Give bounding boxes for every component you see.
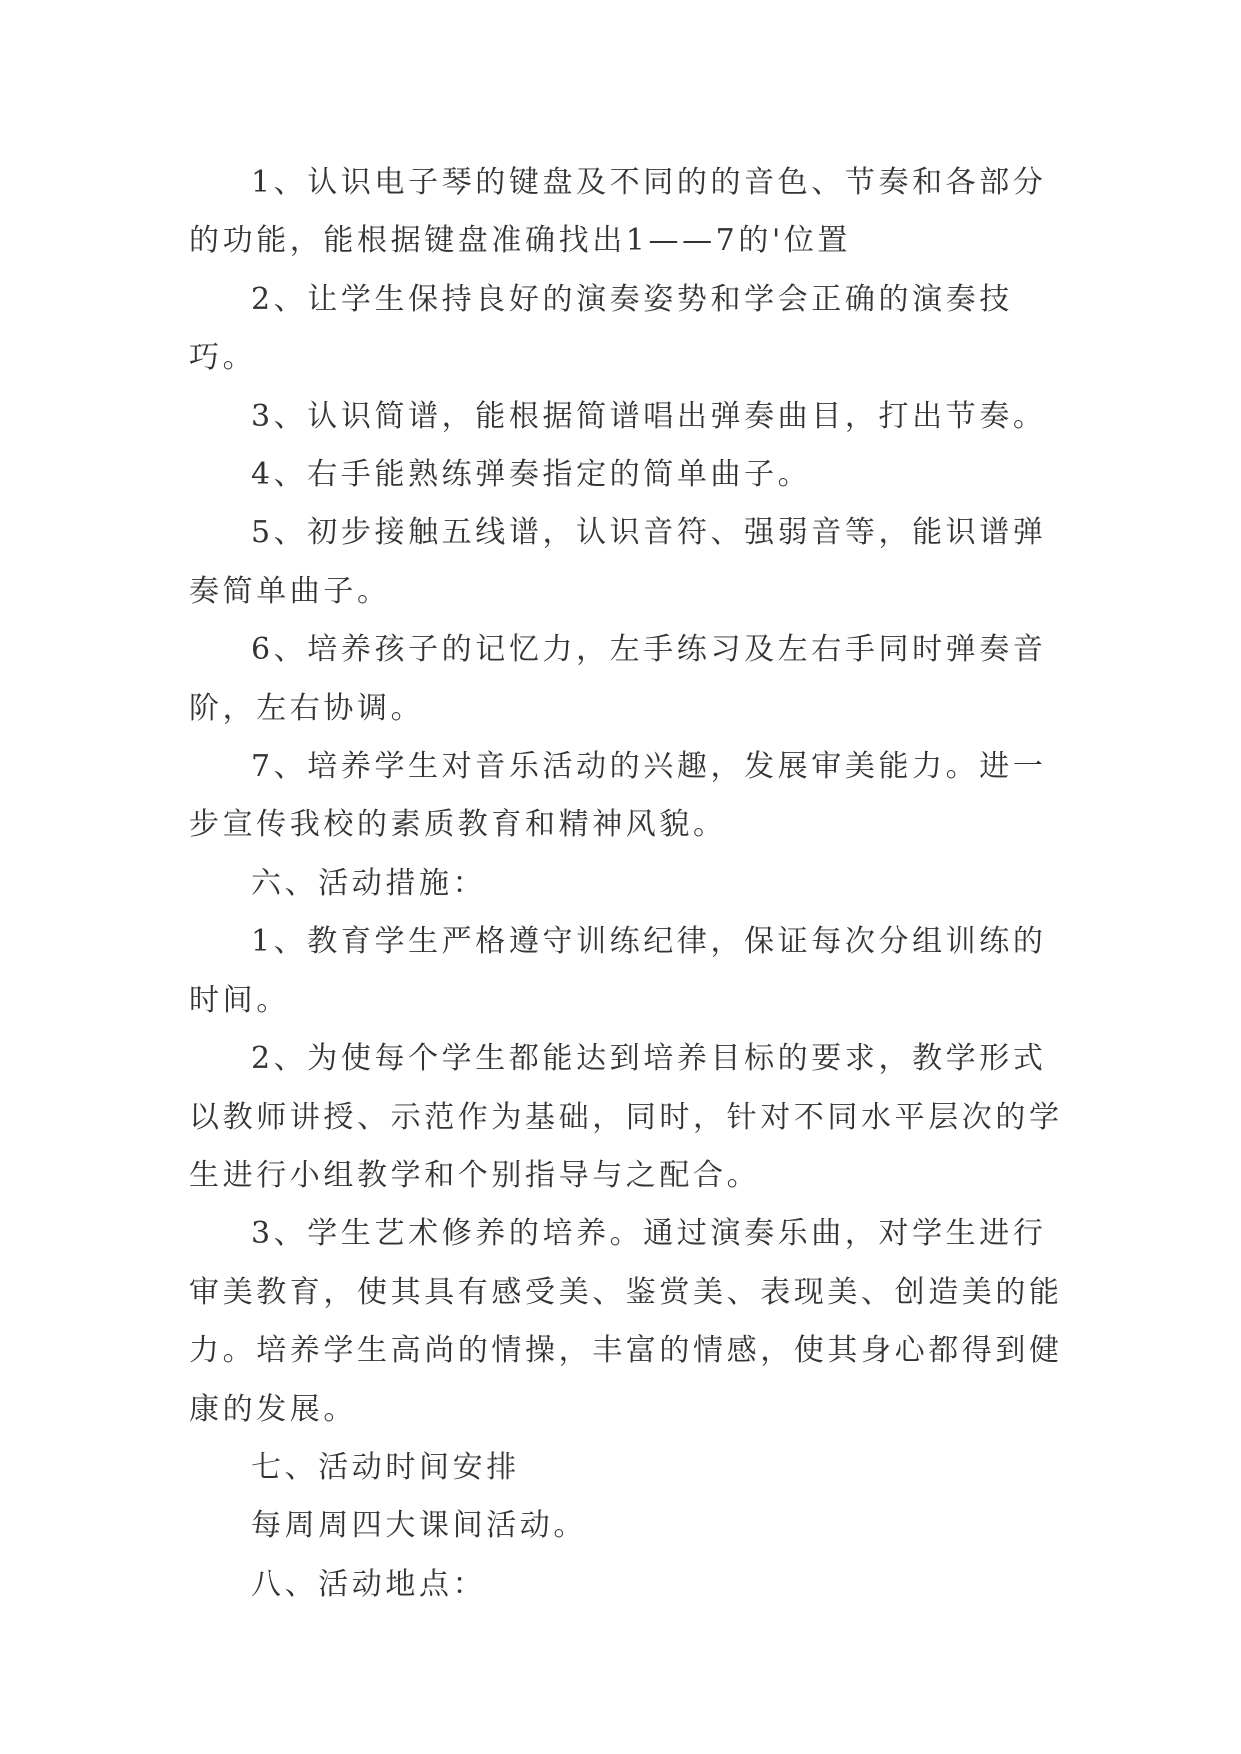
section-heading-schedule: 七、活动时间安排 [251,1449,520,1485]
paragraph-objective-4: 4、右手能熟练弹奏指定的简单曲子。 [251,457,812,493]
paragraph-objective-6: 6、培养孩子的记忆力，左手练习及左右手同时弹奏音阶，左右协调。 [189,632,1047,726]
paragraph-objective-7: 7、培养学生对音乐活动的兴趣，发展审美能力。进一步宣传我校的素质教育和精神风貌。 [189,749,1047,843]
paragraph-measure-2: 2、为使每个学生都能达到培养目标的要求，教学形式以教师讲授、示范作为基础，同时，针对不同水平层次的学生进行小组教学和个别指导与之配合。 [189,1041,1063,1193]
document-body [189,154,1069,1614]
paragraph-objective-2: 2、让学生保持良好的演奏姿势和学会正确的演奏技巧。 [189,281,1013,376]
paragraph-objective-3: 3、认识简谱，能根据简谱唱出弹奏曲目，打出节奏。 [251,398,1047,434]
paragraph-schedule: 每周周四大课间活动。 [251,1508,587,1544]
section-heading-location: 八、活动地点： [251,1566,487,1602]
paragraph-measure-1: 1、教育学生严格遵守训练纪律，保证每次分组训练的时间。 [189,924,1047,1018]
paragraph-measure-3: 3、学生艺术修养的培养。通过演奏乐曲，对学生进行审美教育，使其具有感受美、鉴赏美、表现美、创造美的能力。培养学生高尚的情操，丰富的情感，使其身心都得到健康的发展。 [189,1216,1063,1427]
paragraph-objective-5: 5、初步接触五线谱，认识音符、强弱音等，能识谱弹奏简单曲子。 [189,515,1047,609]
section-heading-measures: 六、活动措施： [251,865,487,901]
paragraph-objective-1: 1、认识电子琴的键盘及不同的的音色、节奏和各部分的功能，能根据键盘准确找出1——7的'位置 [189,165,1047,259]
